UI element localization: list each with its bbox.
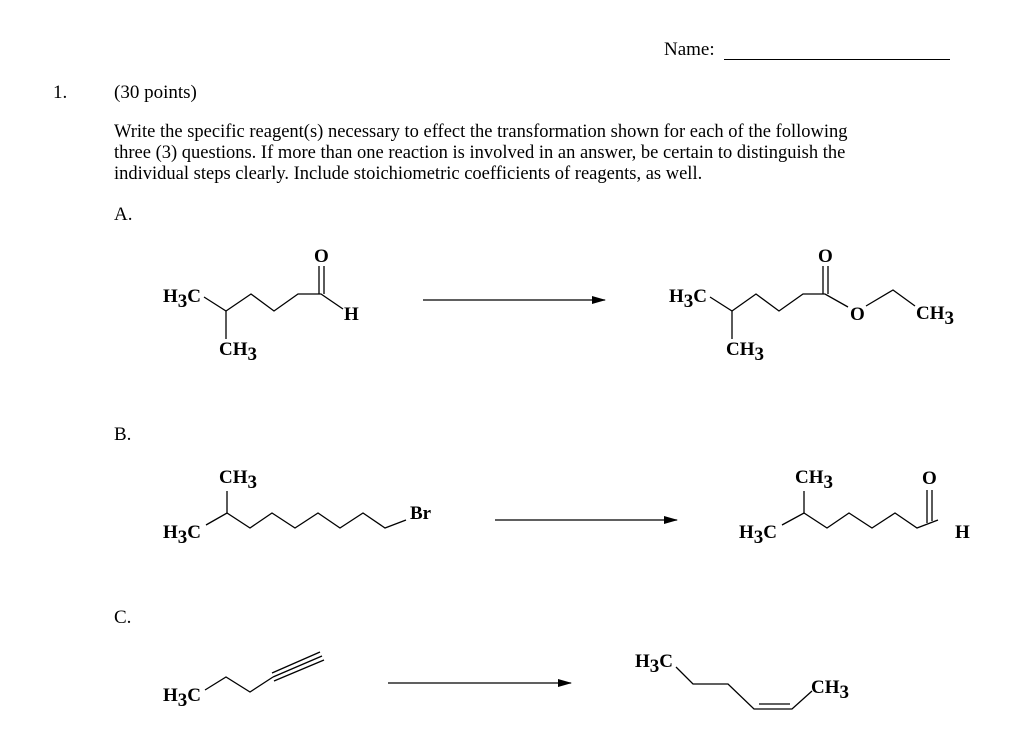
label-h3c: H3C <box>635 651 674 677</box>
part-b-reactant <box>206 491 406 528</box>
label-h3c: H3C <box>163 522 202 548</box>
label-h: H <box>955 522 970 543</box>
question-number: 1. <box>53 82 68 103</box>
part-c-label: C. <box>114 607 132 628</box>
instruction-line: three (3) questions. If more than one reaction is involved in an answer, be certain to distinguish the <box>114 143 846 163</box>
name-label: Name: <box>664 39 715 60</box>
label-ch3: CH3 <box>795 467 833 493</box>
label-br: Br <box>410 503 432 524</box>
label-o: O <box>922 468 937 489</box>
part-c-product <box>676 667 812 709</box>
label-o: O <box>818 246 833 267</box>
part-a-reactant <box>204 266 343 339</box>
label-ch3: CH3 <box>726 339 764 365</box>
svg-text:H3C: H3C <box>163 286 202 312</box>
label-ch3: CH3 <box>219 467 257 493</box>
part-c-reactant <box>205 652 324 692</box>
part-a-label: A. <box>114 204 133 225</box>
label-h3c: H3C <box>163 685 202 711</box>
instruction-line: individual steps clearly. Include stoichiometric coefficients of reagents, as well. <box>114 164 703 184</box>
label-ch3: CH3 <box>916 303 954 329</box>
svg-text:H3C: H3C <box>669 286 708 312</box>
label-h3c: H3C <box>739 522 778 548</box>
label-ch3: CH3 <box>219 339 257 365</box>
part-b-label: B. <box>114 424 132 445</box>
instruction-line: Write the specific reagent(s) necessary to effect the transformation shown for each of the following <box>114 122 848 142</box>
label-h: H <box>344 304 359 325</box>
label-o: O <box>850 304 865 325</box>
question-points: (30 points) <box>114 82 197 103</box>
label-o: O <box>314 246 329 267</box>
part-a-product <box>710 266 915 339</box>
label-h3c <box>669 286 707 312</box>
part-b-product <box>782 490 938 528</box>
label-h3c <box>163 286 201 312</box>
label-ch3: CH3 <box>811 677 849 703</box>
